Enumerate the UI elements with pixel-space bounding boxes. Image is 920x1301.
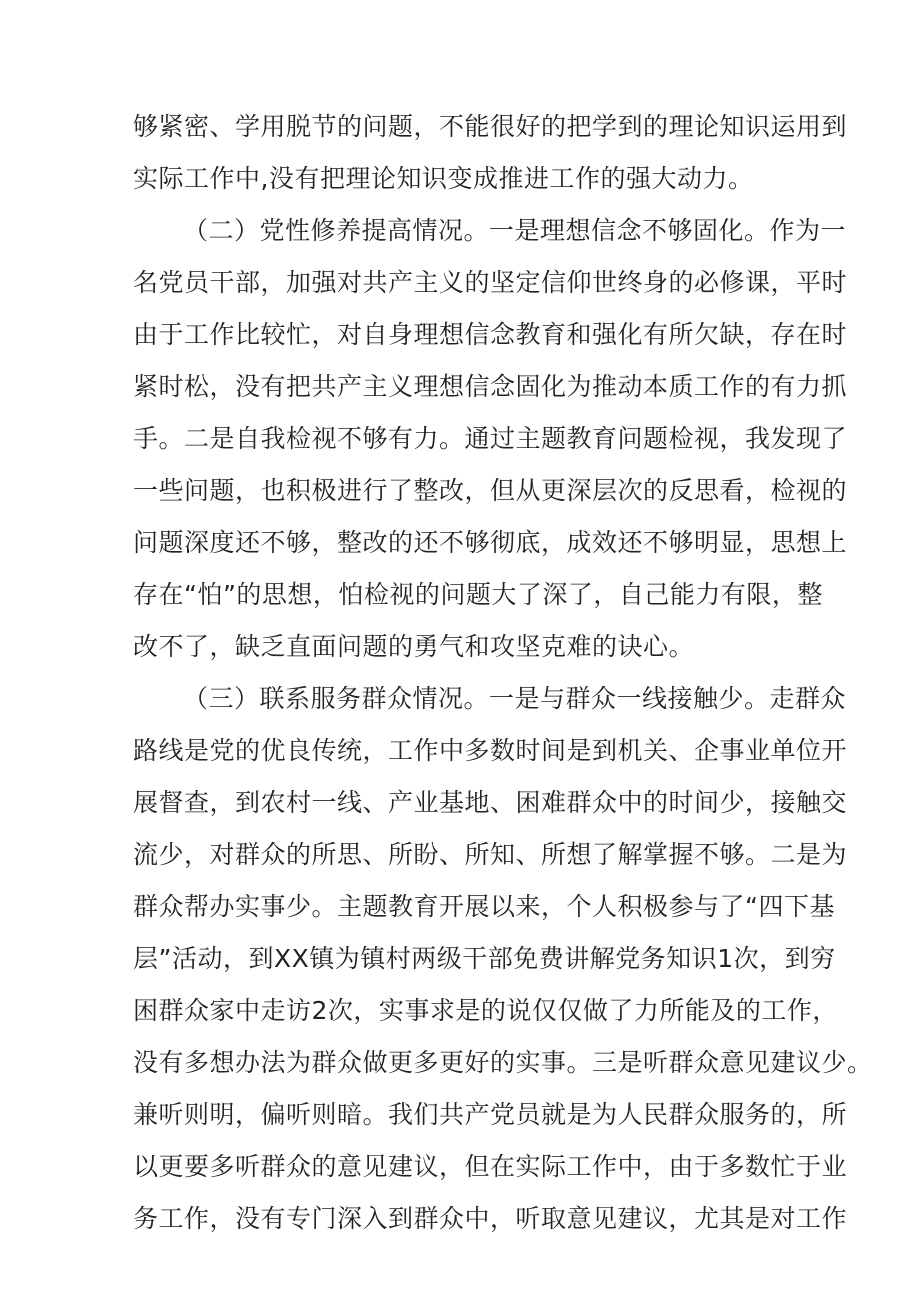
text-line: 群众帮办实事少。主题教育开展以来，个人积极参与了“四下基 [133, 892, 835, 921]
section-heading-line: （三）联系服务群众情况。一是与群众一线接触少。走群众 [183, 684, 847, 713]
text-line: 一些问题，也积极进行了整改，但从更深层次的反思看，检视的 [133, 476, 848, 505]
text-line: 展督查，到农村一线、产业基地、困难群众中的时间少，接触交 [133, 788, 848, 817]
text-line: 困群众家中走访2次，实事求是的说仅仅做了力所能及的工作， [133, 996, 838, 1025]
section-heading-line: （二）党性修养提高情况。一是理想信念不够固化。作为一 [183, 216, 847, 245]
text-line: 没有多想办法为群众做更多更好的实事。三是听群众意见建议少。 [133, 1048, 873, 1077]
text-line: 实际工作中,没有把理论知识变成推进工作的强大动力。 [133, 164, 754, 193]
text-line: 兼听则明，偏听则暗。我们共产党员就是为人民群众服务的，所 [133, 1100, 848, 1129]
text-line: 紧时松，没有把共产主义理想信念固化为推动本质工作的有力抓 [133, 372, 848, 401]
text-line: 改不了，缺乏直面问题的勇气和攻坚克难的诀心。 [133, 632, 695, 661]
text-line: 手。二是自我检视不够有力。通过主题教育问题检视，我发现了 [133, 424, 848, 453]
text-line: 务工作，没有专门深入到群众中，听取意见建议，尤其是对工作 [133, 1204, 848, 1233]
text-line: 路线是党的优良传统，工作中多数时间是到机关、企事业单位开 [133, 736, 848, 765]
text-line: 名党员干部，加强对共产主义的坚定信仰世终身的必修课，平时 [133, 268, 848, 297]
text-line: 问题深度还不够，整改的还不够彻底，成效还不够明显，思想上 [133, 528, 848, 557]
text-line: 层”活动，到XX镇为镇村两级干部免费讲解党务知识1次，到穷 [133, 944, 836, 973]
text-line: 存在“怕”的思想，怕检视的问题大了深了，自己能力有限，整 [133, 580, 823, 609]
text-line: 由于工作比较忙，对自身理想信念教育和强化有所欠缺，存在时 [133, 320, 848, 349]
text-line: 以更要多听群众的意见建议，但在实际工作中，由于多数忙于业 [133, 1152, 848, 1181]
text-line: 流少，对群众的所思、所盼、所知、所想了解掌握不够。二是为 [133, 840, 848, 869]
text-line: 够紧密、学用脱节的问题，不能很好的把学到的理论知识运用到 [133, 112, 848, 141]
